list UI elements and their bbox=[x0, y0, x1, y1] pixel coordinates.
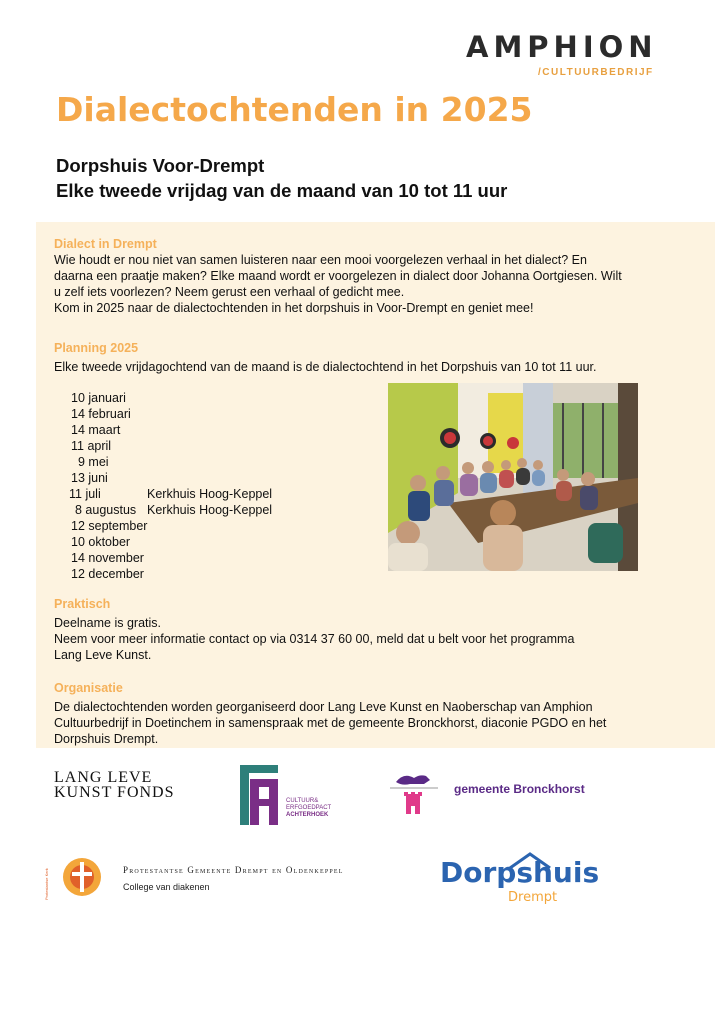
bronckhorst-crest bbox=[390, 770, 438, 821]
dorpshuis-sub: Drempt bbox=[508, 890, 558, 905]
date-note: Kerkhuis Hoog-Keppel bbox=[147, 487, 273, 501]
text-line: Lang Leve Kunst. bbox=[54, 648, 152, 662]
date-row: 11 april bbox=[71, 439, 112, 453]
date-row: 14 november bbox=[71, 551, 144, 565]
heading-dialect: Dialect in Drempt bbox=[54, 237, 157, 251]
date-row: 14 februari bbox=[71, 407, 131, 421]
dorpshuis-text: Dorpshuis bbox=[440, 856, 600, 889]
praktisch-text bbox=[54, 615, 574, 663]
lang-leve-kunst-logo: LANG LEVE KUNST FONDS bbox=[54, 769, 175, 801]
text-line: Deelname is gratis. bbox=[54, 616, 161, 630]
cea-icon bbox=[240, 765, 285, 827]
text-line: u zelf iets voorlezen? Neem gerust een verhaal of gedicht mee. bbox=[54, 285, 405, 299]
date-row: 10 januari bbox=[71, 391, 126, 405]
dorpshuis-logo bbox=[440, 856, 610, 905]
protestantse-kerk-small: Protestantse Kerk bbox=[44, 868, 49, 900]
date-list bbox=[69, 390, 273, 582]
pgdo-subtitle: College van diakenen bbox=[123, 882, 210, 892]
heading-planning: Planning 2025 bbox=[54, 341, 139, 355]
group-photo bbox=[388, 383, 638, 571]
protestantse-kerk-logo bbox=[48, 852, 104, 907]
organisatie-text bbox=[54, 699, 606, 747]
date-row: 9 mei bbox=[78, 455, 109, 469]
date-row: 8 augustus Kerkhuis Hoog-Keppel bbox=[75, 503, 273, 517]
crest-icon bbox=[390, 770, 438, 816]
planning-intro: Elke tweede vrijdagochtend van de maand is de dialectochtend in het Dorpshuis van 10 tot 11 uur. bbox=[54, 360, 597, 374]
church-icon bbox=[48, 852, 104, 902]
heading-praktisch: Praktisch bbox=[54, 597, 111, 611]
date-row: 13 juni bbox=[71, 471, 108, 485]
date-row: 12 september bbox=[71, 519, 148, 533]
text-line: Dorpshuis Drempt. bbox=[54, 732, 159, 746]
text-line: Kom in 2025 naar de dialectochtenden in het dorpshuis in Voor-Drempt en geniet mee! bbox=[54, 301, 534, 315]
text-line: daarna een praatje maken? Elke maand wordt er voorgelezen in dialect door Johanna Oortgiesen. Wilt bbox=[54, 269, 622, 283]
page-title: Dialectochtenden in 2025 bbox=[56, 90, 533, 129]
dialect-text bbox=[54, 252, 622, 316]
cultuur-erfgoedpact-logo bbox=[240, 765, 285, 832]
date-note: Kerkhuis Hoog-Keppel bbox=[147, 503, 273, 517]
text-line: De dialectochtenden worden georganiseerd door Lang Leve Kunst en Naoberschap van Amphion bbox=[54, 700, 593, 714]
cea-text: CULTUUR& ERFGOEDPACT ACHTERHOEK bbox=[286, 798, 332, 818]
text-line: Neem voor meer informatie contact op via 0314 37 60 00, meld dat u belt voor het programma bbox=[54, 632, 575, 646]
text-line: Cultuurbedrijf in Doetinchem in samenspraak met de gemeente Bronckhorst, diaconie PGDO en het bbox=[54, 716, 607, 730]
amphion-logo-sub: /CULTUURBEDRIJF bbox=[538, 67, 654, 78]
subtitle-schedule: Elke tweede vrijdag van de maand van 10 tot 11 uur bbox=[56, 180, 508, 201]
text-line: Wie houdt er nou niet van samen luisteren naar een mooi voorgelezen verhaal in het dialect? En bbox=[54, 253, 587, 267]
pgdo-title: Protestantse Gemeente Drempt en Oldenkeppel bbox=[123, 865, 344, 875]
heading-organisatie: Organisatie bbox=[54, 681, 123, 695]
date-row: 11 juli Kerkhuis Hoog-Keppel bbox=[69, 487, 273, 501]
date-row: 10 oktober bbox=[71, 535, 131, 549]
date-row: 14 maart bbox=[71, 423, 121, 437]
date-row: 12 december bbox=[71, 567, 144, 581]
amphion-logo: AMPHION bbox=[466, 30, 658, 64]
bronckhorst-text: gemeente Bronckhorst bbox=[454, 782, 585, 796]
subtitle-location: Dorpshuis Voor-Drempt bbox=[56, 155, 265, 176]
roof-icon bbox=[502, 852, 662, 872]
